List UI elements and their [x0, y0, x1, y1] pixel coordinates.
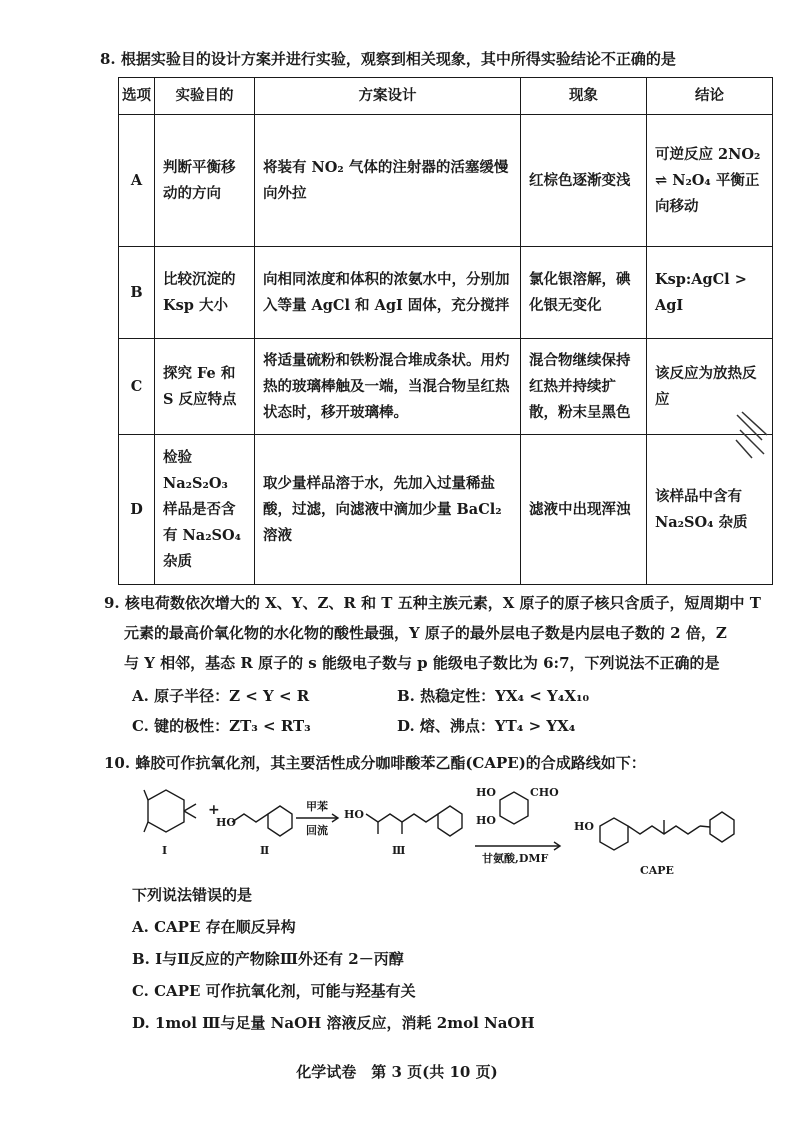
row-option: C [119, 339, 155, 435]
plus-sign: + [208, 802, 220, 818]
row-option: B [119, 247, 155, 339]
q9-option-d: D. 熔、沸点：YT₄ > YX₄ [397, 717, 576, 735]
label-III: Ⅲ [392, 844, 406, 857]
q8-title: 8. 根据实验目的设计方案并进行实验，观察到相关现象，其中所得实验结论不正确的是 [100, 50, 676, 68]
compound-II-benzene [268, 806, 292, 836]
header-phenomenon: 现象 [521, 78, 647, 115]
q10-title: 10. 蜂胶可作抗氧化剂，其主要活性成分咖啡酸苯乙酯(CAPE)的合成路线如下： [104, 754, 646, 772]
table-header-row [119, 78, 773, 115]
header-purpose: 实验目的 [155, 78, 255, 115]
label-II: Ⅱ [260, 844, 270, 857]
header-conclusion: 结论 [647, 78, 773, 115]
row-phenomenon: 氯化银溶解，碘化银无变化 [521, 247, 647, 339]
q10-option-c: C. CAPE 可作抗氧化剂，可能与羟基有关 [132, 982, 416, 1000]
ho-cape: HO [574, 820, 594, 833]
aldehyde-benzene [500, 792, 528, 824]
table-row [119, 247, 773, 339]
condition-glycine-dmf: 甘氨酸,DMF [482, 852, 549, 865]
compound-III-benzene [438, 806, 462, 836]
row-phenomenon: 滤液中出现浑浊 [521, 435, 647, 585]
row-design: 将适量硫粉和铁粉混合堆成条状。用灼热的玻璃棒触及一端，当混合物呈红热状态时，移开玻璃棒。 [255, 339, 521, 435]
row-phenomenon: 红棕色逐渐变浅 [521, 115, 647, 247]
row-purpose: 判断平衡移动的方向 [155, 115, 255, 247]
table-row [119, 339, 773, 435]
table-row [119, 435, 773, 585]
row-purpose: 探究 Fe 和 S 反应特点 [155, 339, 255, 435]
row-design: 向相同浓度和体积的浓氨水中，分别加入等量 AgCl 和 AgI 固体，充分搅拌 [255, 247, 521, 339]
ho-aldehyde-1: HO [476, 786, 496, 799]
condition-toluene: 甲苯 [306, 800, 328, 813]
compound-I-ring [148, 790, 184, 832]
condition-reflux: 回流 [306, 824, 328, 837]
label-I: Ⅰ [162, 844, 168, 857]
row-conclusion: 该样品中含有 Na₂SO₄ 杂质 [647, 435, 773, 585]
q9-line3: 与 Y 相邻，基态 R 原子的 s 能级电子数与 p 能级电子数比为 6:7，下列说法不正确的是 [124, 654, 720, 672]
row-purpose: 比较沉淀的 Ksp 大小 [155, 247, 255, 339]
q9-line2: 元素的最高价氧化物的水化物的酸性最强，Y 原子的最外层电子数是内层电子数的 2 倍，Z [124, 624, 727, 642]
q10-option-d: D. 1mol Ⅲ与足量 NaOH 溶液反应，消耗 2mol NaOH [132, 1014, 535, 1032]
q10-prompt: 下列说法错误的是 [132, 886, 253, 904]
row-conclusion: 可逆反应 2NO₂ ⇌ N₂O₄ 平衡正向移动 [647, 115, 773, 247]
row-design: 将装有 NO₂ 气体的注射器的活塞缓慢向外拉 [255, 115, 521, 247]
q9-line1: 9. 核电荷数依次增大的 X、Y、Z、R 和 T 五种主族元素，X 原子的原子核只含质子，短周期中 T [104, 594, 761, 612]
q9-option-a: A. 原子半径：Z < Y < R [132, 687, 310, 705]
header-option: 选项 [119, 78, 155, 115]
table-row [119, 115, 773, 247]
row-option: D [119, 435, 155, 585]
ho-III: HO [344, 808, 364, 821]
row-phenomenon: 混合物继续保持红热并持续扩散，粉末呈黑色 [521, 339, 647, 435]
row-purpose: 检验 Na₂S₂O₃ 样品是否含有 Na₂SO₄ 杂质 [155, 435, 255, 585]
q9-options-row1 [132, 683, 732, 709]
cape-catechol-ring [600, 818, 628, 850]
cho-group: CHO [530, 786, 559, 799]
q9-options-row2 [132, 713, 732, 739]
row-design: 取少量样品溶于水，先加入过量稀盐酸，过滤，向滤液中滴加少量 BaCl₂ 溶液 [255, 435, 521, 585]
ho-II: HO [216, 816, 236, 829]
cape-benzene [710, 812, 734, 842]
row-conclusion: Ksp:AgCl > AgI [647, 247, 773, 339]
synthesis-scheme [130, 782, 770, 882]
q10-option-b: B. Ⅰ与Ⅱ反应的产物除Ⅲ外还有 2－丙醇 [132, 950, 404, 968]
scribble-mark [732, 410, 772, 460]
q9-option-b: B. 热稳定性：YX₄ < Y₄X₁₀ [397, 687, 590, 705]
q8-table [118, 77, 773, 585]
header-design: 方案设计 [255, 78, 521, 115]
label-cape: CAPE [640, 864, 674, 877]
row-conclusion: 该反应为放热反应 [647, 339, 773, 435]
ho-aldehyde-2: HO [476, 814, 496, 827]
page-footer: 化学试卷 第 3 页(共 10 页) [296, 1063, 498, 1081]
q10-option-a: A. CAPE 存在顺反异构 [132, 918, 296, 936]
q9-option-c: C. 键的极性：ZT₃ < RT₃ [132, 717, 311, 735]
row-option: A [119, 115, 155, 247]
